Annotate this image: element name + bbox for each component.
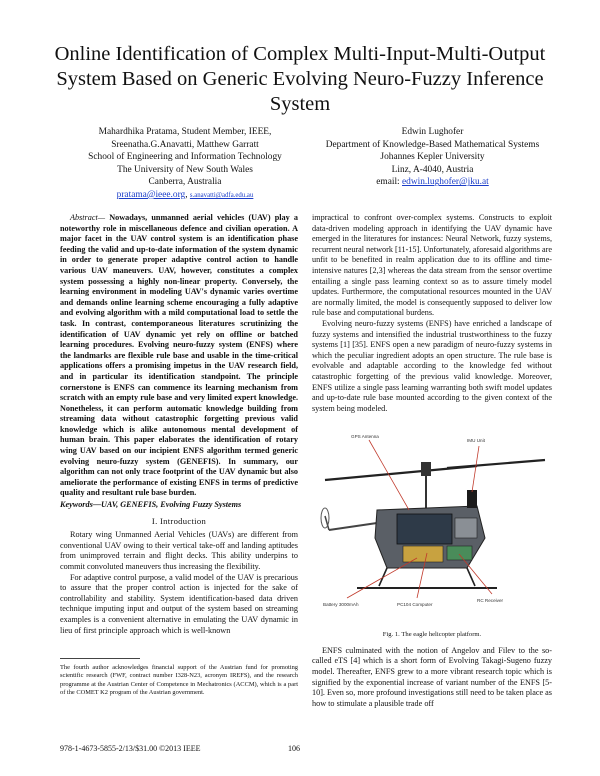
figure-caption: Fig. 1. The eagle helicopter platform. — [382, 631, 482, 639]
author-names-2: Sreenatha.G.Anavatti, Matthew Garratt — [111, 139, 259, 150]
author-emails-left — [60, 189, 310, 203]
abstract-label: Abstract — [70, 213, 98, 222]
abstract-dash: — — [97, 213, 110, 222]
author-email-right — [305, 176, 560, 189]
helicopter-image — [317, 418, 547, 628]
intro-paragraph-1: Rotary wing Unmanned Aerial Vehicles (UAVs) are different from conventional UAV owing to their vertical take-off and landing aptitudes from unimproved terrain and flight decks. This ability underpins to commit convoluted maneuvers thus increasing the flexibility. — [60, 530, 298, 571]
label-battery: Battery 3000mAh — [323, 602, 359, 608]
label-pc104: PC104 Computer — [397, 602, 433, 608]
figure-helicopter — [317, 418, 547, 628]
author-names-1: Mahardhika Pratama, Student Member, IEEE, — [98, 127, 272, 137]
affiliation-department: Department of Knowledge-Based Mathematical Systems — [325, 139, 540, 150]
author-name-right: Edwin Lughofer — [401, 127, 464, 137]
column-left — [60, 213, 298, 636]
affiliation-university-right: Johannes Kepler University — [380, 152, 485, 163]
right-paragraph-3: ENFS culminated with the notion of Angelov and Filev to the so-called eTS [4] which is a short form of Evolving Takagi-Sugeno fuzzy model. Thereafter, ENFS grew to a more vibrant research topic which is signified by the exponential increase of variant number of the ENFS [5-10]. Even so, more profound investigations still need to be taken place as how to stimulate a plausible trade off — [312, 645, 552, 708]
abstract — [60, 213, 298, 499]
email-label: email: — [376, 177, 400, 188]
email-link-right[interactable]: edwin.lughofer@jku.at — [402, 177, 489, 188]
right-paragraph-1: impractical to confront over-complex systems. Constructs to exploit data-driven modeling approach in identifying the UAV dynamic have emerged in the literatures for instances: Neural Network, fuzzy systems, recurrent neural network [11-15]. Unfortunately, aforesaid algorithms are unfit to be benefited in realm application due to its offline and time-intensive natures [2,3] whereas the data stream from the sensor overtime entailing a single pass learning context so as to assure timely model updates. Furthermore, the computational resources mounted in the UAV are normally limited, the model is consequently supposed to deliver low rule base and computational burdens. — [312, 213, 552, 318]
intro-paragraph-2: For adaptive control purpose, a valid model of the UAV is precarious to assure that the proper control action is injected for the sake of controllability and stability. System identification-based data driven technique imputing input and output of the system based on streaming examples is a convenient alternative in emulating the UAV dynamic in lieu of first principle approach which is well-known — [60, 572, 298, 635]
authors-right — [305, 126, 560, 189]
keywords: Keywords—UAV, GENEFIS, Evolving Fuzzy Systems — [60, 500, 242, 510]
affiliation-location-right: Linz, A-4040, Austria — [391, 164, 474, 175]
abstract-text: Nowadays, unmanned aerial vehicles (UAV) play a noteworthy role in miscellaneous defence and civilian operation. A major facet in the UAV control system is an identification phase feeding the valid and up-to-date information of the system dynamic in order to generate proper adaptive control action to handle various UAV maneuvers. UAV, however, constitutes a complex system possessing a highly non-linear property. Conversely, the learning environment in modeling UAV's dynamic varies overtime and demands online learning scheme encouraging a fully adaptive and evolving algorithm with a mild computational load to settle the task. In contrast, contemporaneous literatures scrutinizing the identification of UAV dynamic yet rely on offline or batched learning procedures. Evolving neuro-fuzzy system (ENFS) where the landmarks are flexible rule base and usable in the time-critical applications offers a promising impetus in the UAV research field, and in particular its identification standpoint. The principle cornerstone is ENFS can commence its learning mechanism from scratch with an empty rule base and very limited expert knowledge. Nonetheless, it can perform automatic knowledge building from streaming data without catastrophic forgetting previous valid knowledge which is alike autonomous mental development of human brain. This paper elaborates the identification of rotary wing UAV based on our incipient ENFS algorithm termed generic evolving neuro-fuzzy system (GENEFIS). In summary, our algorithm can not only trace footprint of the UAV dynamic but also ameliorate the performance of existing ENFS in terms of predictive quality and resultant rule base burden. — [60, 213, 299, 498]
email-link-1[interactable]: pratama@ieee.org — [116, 189, 186, 200]
section-heading-introduction: I. Introduction — [151, 515, 207, 526]
label-rc-receiver: RC Receiver — [477, 598, 504, 604]
authors-left — [60, 126, 310, 203]
column-right — [312, 213, 552, 709]
page-number: 106 — [288, 744, 300, 753]
footnote: The fourth author acknowledges financial support of the Austrian fund for promoting scientific research (FWF, contract number I328-N23, acronym IREFS), and the research programme at the Austrian Center of Competence in Mechatronics (ACCM), which is a part of the COMET K2 program of the Austrian government. — [60, 664, 298, 697]
footnote-rule — [60, 658, 140, 659]
affiliation-school: School of Engineering and Information Technology — [88, 152, 282, 163]
email-separator: , — [185, 189, 188, 200]
label-imu-unit: IMU Unit — [467, 438, 485, 444]
email-link-2[interactable]: s.anavatti@adfa.edu.au — [189, 191, 254, 199]
affiliation-university: The University of New South Wales — [117, 164, 253, 175]
label-gps-antenna: GPS Antenna — [351, 434, 379, 440]
right-paragraph-2: Evolving neuro-fuzzy systems (ENFS) have enriched a landscape of fuzzy systems and intensified the industrial trustworthiness to the fuzzy systems [1] [35]. ENFS open a new paradigm of neuro-fuzzy systems in which the peculiar ingredient adopts an open structure. The rule base is evolvable and adaptable according to the knowledge fed without catastrophic forgetting of the previous valid knowledge. Moreover, ENFS utilize a single pass learning warranting both swift model updates and up-to-date rule base mounted according to the given context of the system being modeled. — [312, 318, 552, 413]
affiliation-location: Canberra, Australia — [148, 177, 222, 188]
isbn-line: 978-1-4673-5855-2/13/$31.00 ©2013 IEEE — [60, 744, 201, 753]
paper-title: Online Identification of Complex Multi-Input-Multi-Output System Based on Generic Evolving Neuro-Fuzzy Inference System — [54, 43, 546, 115]
